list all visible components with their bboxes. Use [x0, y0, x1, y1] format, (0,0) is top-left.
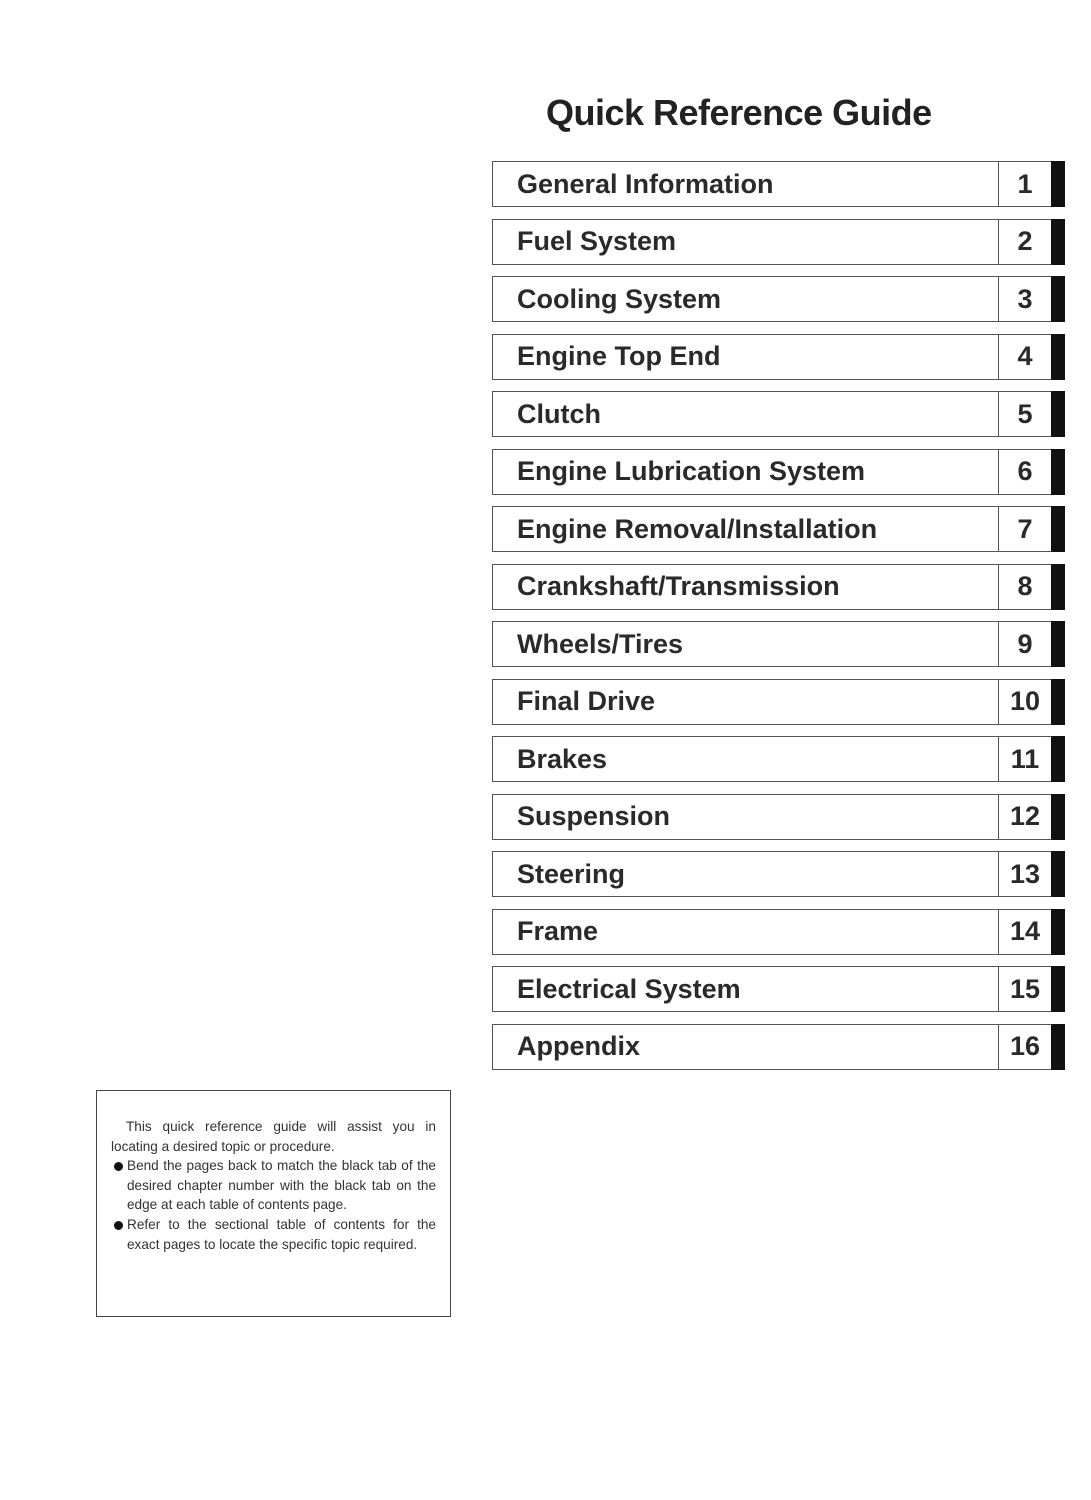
black-tab	[1051, 276, 1065, 322]
chapter-label[interactable]: Clutch	[492, 391, 998, 437]
chapter-row-3[interactable]	[492, 276, 1067, 322]
chapter-row-13[interactable]	[492, 851, 1067, 897]
chapter-label[interactable]: Engine Removal/Installation	[492, 506, 998, 552]
chapter-number[interactable]: 1	[998, 161, 1051, 207]
chapter-number[interactable]: 3	[998, 276, 1051, 322]
chapter-number[interactable]: 16	[998, 1024, 1051, 1070]
chapter-number[interactable]: 4	[998, 334, 1051, 380]
chapter-row-11[interactable]	[492, 736, 1067, 782]
chapter-row-4[interactable]	[492, 334, 1067, 380]
chapter-label[interactable]: Electrical System	[492, 966, 998, 1012]
chapter-number[interactable]: 14	[998, 909, 1051, 955]
chapter-label[interactable]: Appendix	[492, 1024, 998, 1070]
chapter-number[interactable]: 13	[998, 851, 1051, 897]
note-bullet-2	[111, 1215, 436, 1254]
chapter-label[interactable]: Cooling System	[492, 276, 998, 322]
black-tab	[1051, 219, 1065, 265]
chapter-label[interactable]: General Information	[492, 161, 998, 207]
black-tab	[1051, 966, 1065, 1012]
chapter-row-12[interactable]	[492, 794, 1067, 840]
chapter-number[interactable]: 11	[998, 736, 1051, 782]
chapter-number[interactable]: 2	[998, 219, 1051, 265]
chapter-number[interactable]: 7	[998, 506, 1051, 552]
chapter-label[interactable]: Engine Top End	[492, 334, 998, 380]
chapter-label[interactable]: Crankshaft/Transmission	[492, 564, 998, 610]
chapter-row-7[interactable]	[492, 506, 1067, 552]
chapter-row-1[interactable]	[492, 161, 1067, 207]
black-tab	[1051, 621, 1065, 667]
black-tab	[1051, 851, 1065, 897]
black-tab	[1051, 334, 1065, 380]
black-tab	[1051, 449, 1065, 495]
bullet-icon	[114, 1162, 123, 1171]
chapter-row-10[interactable]	[492, 679, 1067, 725]
black-tab	[1051, 1024, 1065, 1070]
chapter-number[interactable]: 8	[998, 564, 1051, 610]
chapter-number[interactable]: 5	[998, 391, 1051, 437]
black-tab	[1051, 391, 1065, 437]
chapter-number[interactable]: 12	[998, 794, 1051, 840]
chapter-row-8[interactable]	[492, 564, 1067, 610]
chapter-label[interactable]: Brakes	[492, 736, 998, 782]
chapter-label[interactable]: Wheels/Tires	[492, 621, 998, 667]
chapter-row-9[interactable]	[492, 621, 1067, 667]
note-bullet-text: Bend the pages back to match the black tab of the desired chapter number with the black tab on the edge at each table of contents page.	[127, 1158, 436, 1213]
chapter-label[interactable]: Fuel System	[492, 219, 998, 265]
black-tab	[1051, 161, 1065, 207]
note-bullet-text: Refer to the sectional table of contents for the exact pages to locate the specific topic required.	[127, 1216, 436, 1252]
chapter-label[interactable]: Suspension	[492, 794, 998, 840]
chapter-label[interactable]: Engine Lubrication System	[492, 449, 998, 495]
bullet-icon	[114, 1221, 123, 1230]
note-intro: This quick reference guide will assist you in locating a desired topic or procedure.	[111, 1119, 436, 1154]
black-tab	[1051, 679, 1065, 725]
black-tab	[1051, 736, 1065, 782]
black-tab	[1051, 564, 1065, 610]
chapter-row-15[interactable]	[492, 966, 1067, 1012]
chapter-number[interactable]: 9	[998, 621, 1051, 667]
black-tab	[1051, 794, 1065, 840]
black-tab	[1051, 909, 1065, 955]
chapter-row-16[interactable]	[492, 1024, 1067, 1070]
chapter-row-2[interactable]	[492, 219, 1067, 265]
chapter-row-14[interactable]	[492, 909, 1067, 955]
chapter-list	[492, 161, 1067, 1081]
page-title: Quick Reference Guide	[546, 92, 932, 133]
chapter-label[interactable]: Frame	[492, 909, 998, 955]
chapter-number[interactable]: 6	[998, 449, 1051, 495]
chapter-row-5[interactable]	[492, 391, 1067, 437]
chapter-number[interactable]: 15	[998, 966, 1051, 1012]
chapter-label[interactable]: Steering	[492, 851, 998, 897]
chapter-label[interactable]: Final Drive	[492, 679, 998, 725]
chapter-row-6[interactable]	[492, 449, 1067, 495]
chapter-number[interactable]: 10	[998, 679, 1051, 725]
note-bullet-1	[111, 1156, 436, 1215]
usage-note	[96, 1090, 451, 1317]
black-tab	[1051, 506, 1065, 552]
